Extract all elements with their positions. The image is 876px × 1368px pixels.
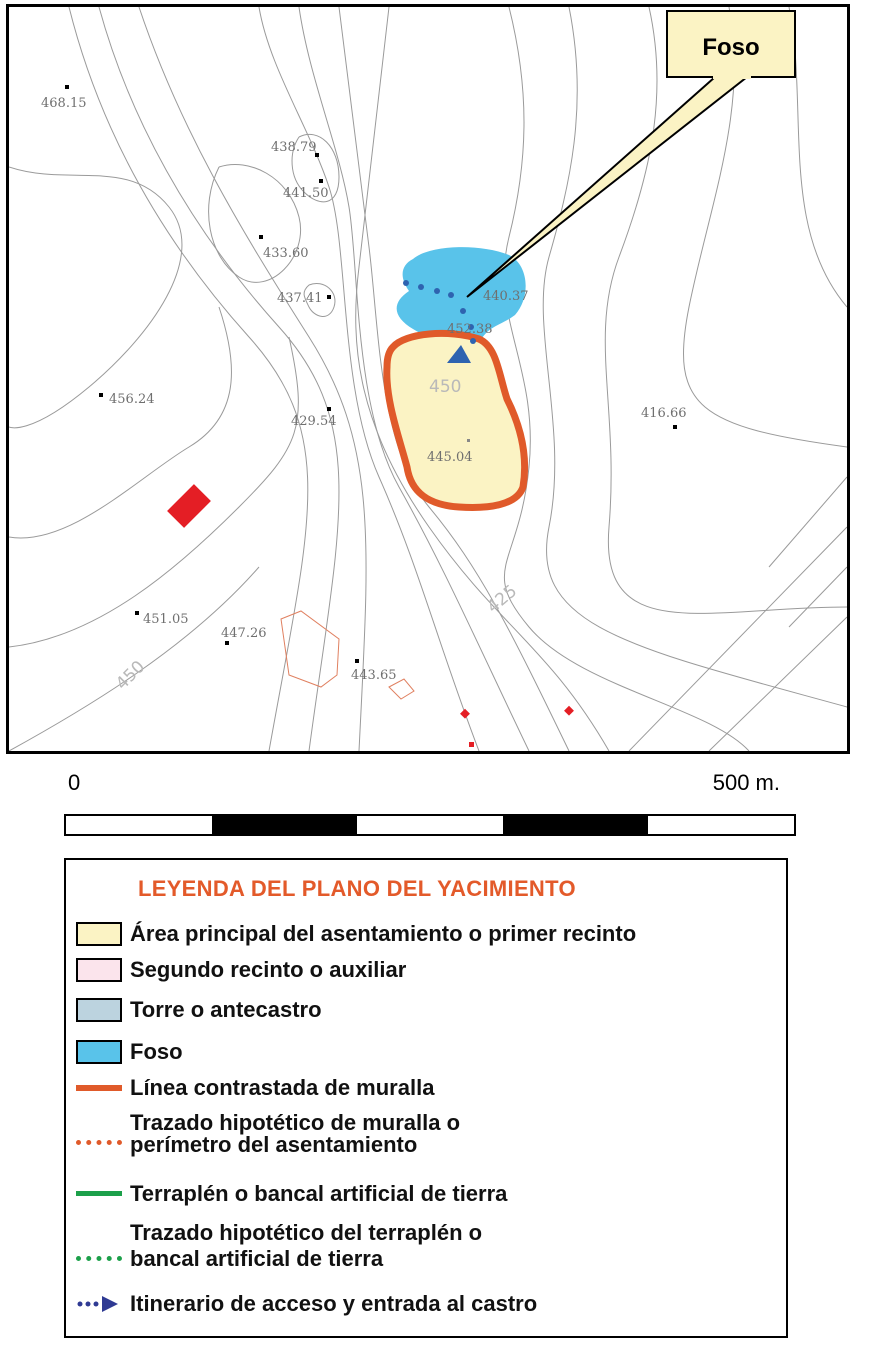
legend-label: bancal artificial de tierra [130,1246,384,1271]
foso-callout-label: Foso [702,34,760,61]
scale-bar-group [64,770,798,840]
elevation-label: 441.50 [283,186,329,201]
legend-item-hypothetical-embankment [76,1220,482,1272]
elevation-label: 437.41 [277,291,323,306]
scale-segment [648,816,794,834]
elevation-label: 433.60 [263,246,309,261]
legend-item-moat [76,1040,183,1064]
elevation-label: 429.54 [291,414,337,429]
elevation-label: 468.15 [41,96,87,111]
legend-item-access [76,1292,537,1316]
contour-label: 450 [112,657,150,695]
elevation-label: 416.66 [641,406,687,421]
scale-min-label: 0 [68,770,81,795]
legend-label: Itinerario de acceso y entrada al castro [130,1291,538,1316]
legend-arrow-icon [76,1292,122,1316]
legend-dotted-symbol [76,1122,122,1146]
legend-item-hypothetical-wall [76,1112,460,1156]
contour-label: 425 [483,581,522,618]
elevation-points [41,85,687,683]
legend-swatch [76,1040,122,1064]
scale-segment [66,816,212,834]
legend-line-symbol [76,1076,122,1100]
legend-item-tower [76,998,322,1022]
legend-item-embankment [76,1182,507,1206]
elevation-label: 447.26 [221,626,267,641]
scale-segment [503,816,649,834]
secondary-outlines [281,611,414,699]
legend-label: Línea contrastada de muralla [130,1075,435,1100]
legend-swatch [76,998,122,1022]
legend-dotted-symbol [76,1234,122,1258]
scale-segment [212,816,358,834]
elevation-label: 445.04 [427,450,473,465]
red-marker [469,742,474,747]
red-marker [460,709,470,719]
elevation-label: 440.37 [483,289,529,304]
elevation-label: 443.65 [351,668,397,683]
scale-max-label: 500 m. [712,770,780,795]
contour-label: 450 [429,377,462,397]
legend-swatch [76,922,122,946]
legend-item-wall [76,1076,434,1100]
legend-label: Trazado hipotético de muralla o [130,1110,461,1135]
legend-label: Terraplén o bancal artificial de tierra [130,1181,508,1206]
scale-segment [357,816,503,834]
legend-label: Área principal del asentamiento o primer recinto [130,921,637,946]
legend-label: Torre o antecastro [130,997,322,1022]
site-map [6,4,850,754]
foso-callout [467,11,795,297]
map-canvas [9,7,847,751]
legend-item-second-enclosure [76,958,406,982]
elevation-label: 451.05 [143,612,189,627]
legend-line-symbol [76,1182,122,1206]
red-structure [167,484,211,528]
elevation-label: 456.24 [109,392,155,407]
legend-swatch [76,958,122,982]
legend-label: Segundo recinto o auxiliar [130,957,407,982]
red-marker [564,706,574,716]
legend-label: perímetro del asentamiento [130,1132,418,1157]
elevation-label: 452.38 [447,322,493,337]
legend-label: Foso [130,1039,183,1064]
legend [64,858,788,1338]
legend-title: LEYENDA DEL PLANO DEL YACIMIENTO [138,876,576,901]
elevation-label: 438.79 [271,140,317,155]
legend-item-main-area [76,922,636,946]
legend-label: Trazado hipotético del terraplén o [130,1220,483,1245]
scale-bar [64,814,796,836]
